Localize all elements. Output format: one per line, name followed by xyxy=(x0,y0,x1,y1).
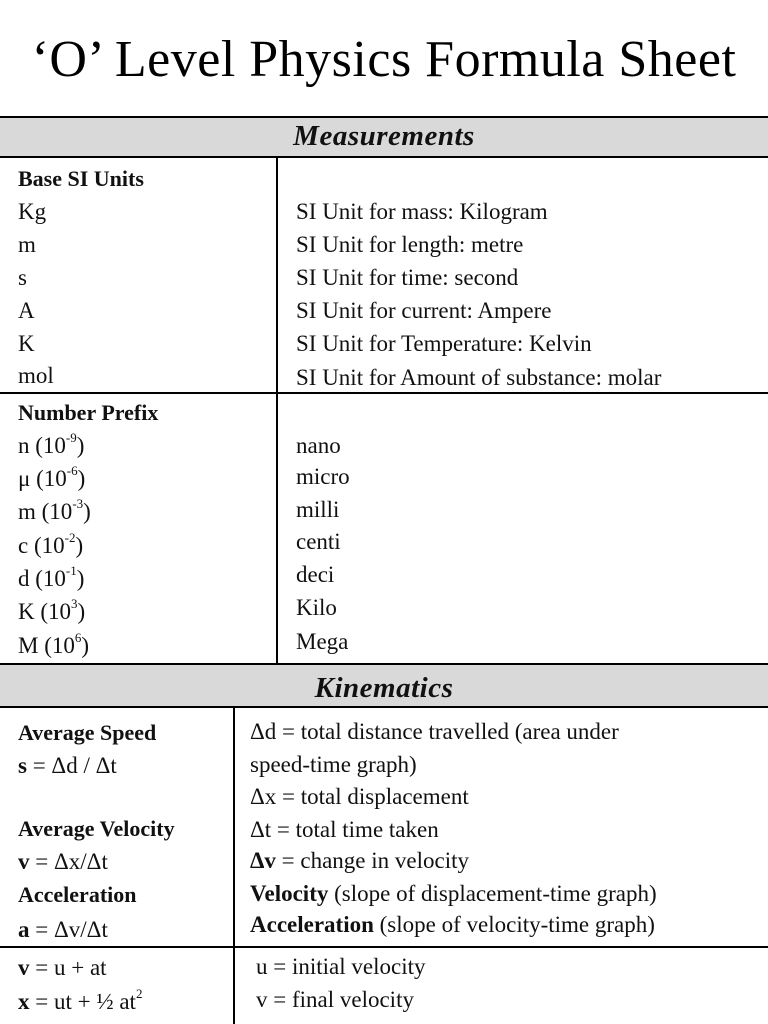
note-line: speed-time graph) xyxy=(250,752,417,777)
si-symbol: m xyxy=(18,232,36,257)
prefix-name: nano xyxy=(296,433,341,458)
note-line: Acceleration (slope of velocity-time graph) xyxy=(250,912,655,937)
page-title: ‘O’ Level Physics Formula Sheet xyxy=(31,31,737,88)
si-symbol: A xyxy=(18,298,35,323)
prefix-name: milli xyxy=(296,497,340,522)
equation-note: u = initial velocity xyxy=(256,954,426,979)
si-description: SI Unit for length: metre xyxy=(296,232,524,257)
prefix-symbol: c $(10^{-2})$ xyxy=(18,530,84,558)
si-description: SI Unit for Amount of substance: molar xyxy=(296,365,662,390)
acceleration-label: Acceleration xyxy=(18,882,137,907)
equation: v = u + at xyxy=(18,955,107,980)
average-velocity-formula: v = Δx/Δt xyxy=(18,849,108,874)
prefix-symbol: n $(10^{-9})$ xyxy=(18,430,85,458)
si-symbol: K xyxy=(18,331,35,356)
column-divider xyxy=(276,157,278,664)
divider xyxy=(0,706,768,708)
si-description: SI Unit for mass: Kilogram xyxy=(296,199,548,224)
si-symbol: s xyxy=(18,265,27,290)
prefix-name: Kilo xyxy=(296,595,337,620)
equation-note: v = final velocity xyxy=(256,987,414,1012)
si-symbol: Kg xyxy=(18,199,47,224)
divider xyxy=(0,156,768,158)
note-line: Δx = total displacement xyxy=(250,784,469,809)
divider xyxy=(0,392,768,394)
average-speed-formula: s = Δd / Δt xyxy=(18,753,117,778)
average-speed-label: Average Speed xyxy=(18,720,157,745)
prefix-symbol: m $(10^{-3})$ xyxy=(18,496,91,524)
acceleration-formula: a = Δv/Δt xyxy=(18,917,108,942)
note-line: Velocity (slope of displacement-time graph) xyxy=(250,881,657,906)
prefix-symbol: d $(10^{-1})$ xyxy=(18,563,85,591)
si-symbol: mol xyxy=(18,363,54,388)
divider xyxy=(0,946,768,948)
prefix-symbol: M $(10^6)$ xyxy=(18,630,90,658)
equation: x = ut + ½ $at^2$ xyxy=(18,986,143,1014)
prefix-name: deci xyxy=(296,562,335,587)
si-description: SI Unit for Temperature: Kelvin xyxy=(296,331,592,356)
prefix-symbol: K $(10^3)$ xyxy=(18,596,86,624)
prefix-name: Mega xyxy=(296,629,349,654)
kinematics-title: Kinematics xyxy=(314,672,454,704)
column-divider xyxy=(233,708,235,1024)
si-description: SI Unit for current: Ampere xyxy=(296,298,552,323)
note-line: Δv = change in velocity xyxy=(250,848,469,873)
base-si-heading: Base SI Units xyxy=(18,166,144,191)
note-line: Δd = total distance travelled (area under xyxy=(250,719,619,744)
note-line: Δt = total time taken xyxy=(250,817,439,842)
divider xyxy=(0,116,768,118)
si-description: SI Unit for time: second xyxy=(296,265,519,290)
average-velocity-label: Average Velocity xyxy=(18,816,175,841)
prefix-name: micro xyxy=(296,464,350,489)
prefix-heading: Number Prefix xyxy=(18,400,159,425)
prefix-symbol: μ $(10^{-6})$ xyxy=(18,463,86,491)
prefix-name: centi xyxy=(296,529,341,554)
measurements-title: Measurements xyxy=(293,120,475,152)
